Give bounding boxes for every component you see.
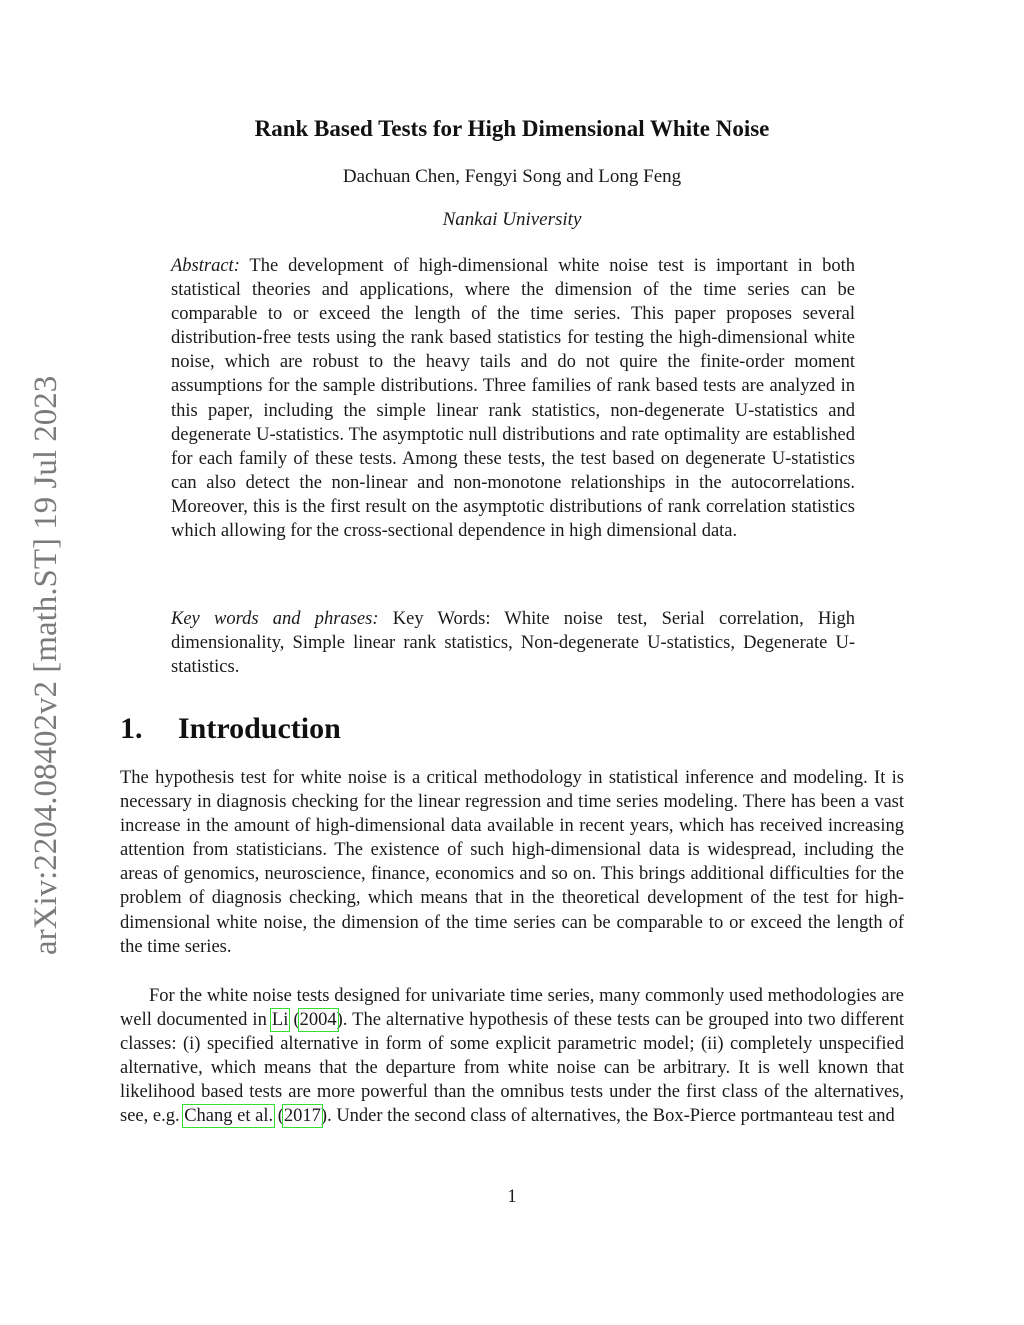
- intro-paragraph-1: The hypothesis test for white noise is a critical methodology in statistical inference and modeling. It is necessary in diagnosis checking for the linear regression and time series modeling. There has been a vast increase in the amount of high-dimensional data available in recent years, which has received increasing attention from statisticians. The existence of such high-dimensional data is widespread, including the areas of genomics, neuroscience, finance, economics and so on. This brings additional difficulties for the problem of diagnosis checking, which means that in the theoretical development of the test for high-dimensional white noise, the dimension of the time series can be comparable to or exceed the length of the time series.: [120, 768, 904, 957]
- paragraph-text: (: [277, 1106, 284, 1127]
- arxiv-identifier-stamp: arXiv:2204.08402v2 [math.ST] 19 Jul 2023: [28, 375, 64, 955]
- intro-paragraph-2: [120, 984, 904, 1129]
- paper-title: Rank Based Tests for High Dimensional White Noise: [254, 116, 770, 141]
- abstract-text: The development of high-dimensional white noise test is important in both statistical theories and applications, where the dimension of the time series can be comparable to or exceed the length of the time series. This paper proposes several distribution-free tests using the rank based statistics for testing the high-dimensional white noise, which are robust to the heavy tails and do not quire the finite-order moment assumptions for the sample distributions. Three families of rank based tests are analyzed in this paper, including the simple linear rank statistics, non-degenerate U-statistics and degenerate U-statistics. The asymptotic null distributions and rate optimality are established for each family of these tests. Among these tests, the test based on degenerate U-statistics can also detect the non-linear and non-monotone relationships in the autocorrelations. Moreover, this is the first result on the asymptotic distributions of rank correlation statistics which allowing for the cross-sectional dependence in high dimensional data.: [171, 256, 855, 542]
- paper-authors: Dachuan Chen, Fengyi Song and Long Feng: [342, 166, 682, 187]
- paragraph-text: ). The alternative hypothesis of these tests can be grouped into two different classes: (i) specified alternative in form of some explicit parametric model; (ii) completely unspecified alternative, which means that the departure from white noise can be arbitrary. It is well known that likelihood based tests are more powerful than the omnibus tests under the first class of the alternatives, see, e.g.: [120, 1010, 905, 1127]
- section-number: 1.: [120, 712, 143, 745]
- paper-affiliation: Nankai University: [442, 209, 582, 230]
- abstract: [171, 254, 855, 543]
- section-heading-introduction: [120, 712, 341, 746]
- page-number: 1: [507, 1187, 517, 1207]
- citation-link-chang-author[interactable]: Chang et al.: [184, 1106, 274, 1127]
- keywords-text: Key Words: White noise test, Serial correlation, High dimensionality, Simple linear rank statistics, Non-degenerate U-statistics, Degenerate U-statistics.: [171, 609, 856, 678]
- citation-link-li-author[interactable]: Li: [271, 1010, 289, 1031]
- keywords: [171, 607, 855, 679]
- paragraph-text: (: [293, 1010, 300, 1031]
- section-title: Introduction: [178, 712, 341, 745]
- citation-link-li-year[interactable]: 2004: [299, 1010, 337, 1031]
- paragraph-text: ). Under the second class of alternatives, the Box-Pierce portmanteau test and: [320, 1106, 895, 1127]
- citation-link-chang-year[interactable]: 2017: [283, 1106, 321, 1127]
- paragraph-text: For the white noise tests designed for univariate time series, many commonly used methodologies are well documented in: [120, 986, 904, 1031]
- keywords-label: Key words and phrases:: [171, 609, 379, 629]
- abstract-label: Abstract:: [171, 256, 240, 276]
